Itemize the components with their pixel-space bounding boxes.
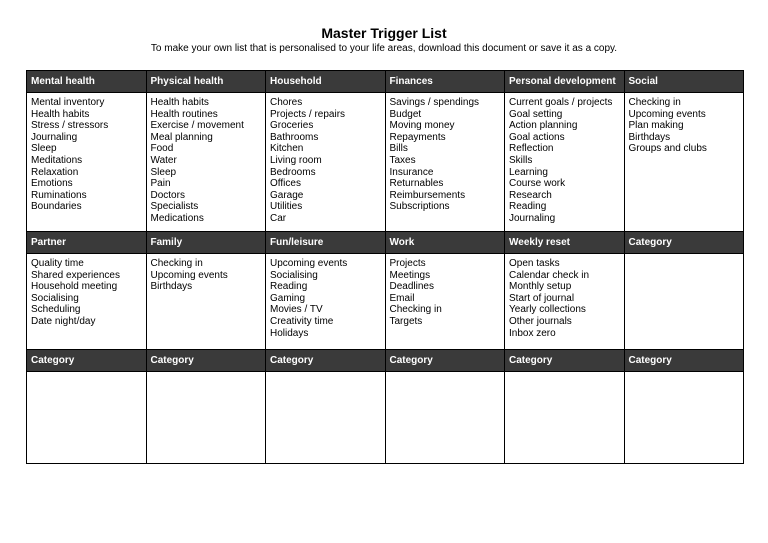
trigger-item: Yearly collections (509, 304, 586, 316)
category-cell (505, 254, 625, 350)
category-header: Family (146, 232, 266, 254)
category-cell (505, 372, 625, 464)
trigger-item: Insurance (389, 166, 434, 178)
category-items-row (27, 254, 744, 350)
trigger-item: Projects / repairs (270, 108, 346, 120)
trigger-item: Mental inventory (31, 97, 105, 108)
trigger-list (151, 258, 262, 293)
trigger-list (151, 97, 262, 225)
trigger-item: Open tasks (509, 258, 560, 269)
trigger-item: Household meeting (31, 281, 118, 293)
trigger-item: Reimbursements (389, 189, 466, 201)
category-header: Household (266, 71, 386, 93)
category-header: Category (266, 350, 386, 372)
category-cell (146, 372, 266, 464)
trigger-item: Groups and clubs (628, 143, 707, 155)
trigger-item: Learning (509, 166, 548, 178)
category-cell (266, 254, 386, 350)
category-cell (385, 372, 505, 464)
category-header: Category (624, 350, 744, 372)
trigger-item: Socialising (31, 292, 79, 304)
trigger-item: Subscriptions (389, 201, 450, 213)
trigger-item: Offices (270, 178, 301, 190)
trigger-item: Kitchen (270, 143, 304, 155)
trigger-list (31, 258, 142, 328)
category-header-row (27, 71, 744, 93)
trigger-item: Scheduling (31, 304, 81, 316)
trigger-item: Health habits (150, 97, 209, 108)
trigger-item: Deadlines (389, 281, 434, 293)
category-header-row (27, 350, 744, 372)
category-header: Category (505, 350, 625, 372)
trigger-item: Quality time (31, 258, 84, 269)
document-title: Master Trigger List (321, 25, 447, 41)
trigger-item: Car (270, 212, 287, 224)
trigger-item: Monthly setup (509, 281, 572, 293)
trigger-item: Sleep (150, 166, 177, 178)
trigger-list (629, 97, 740, 155)
trigger-item: Journaling (509, 212, 556, 224)
trigger-item: Birthdays (628, 131, 671, 143)
category-header: Personal development (505, 71, 625, 93)
trigger-item: Reading (509, 201, 547, 213)
category-cell (27, 372, 147, 464)
trigger-item: Meal planning (150, 131, 213, 143)
category-cell (385, 93, 505, 232)
trigger-item: Food (150, 143, 174, 155)
trigger-item: Health routines (150, 108, 218, 120)
category-cell (27, 93, 147, 232)
trigger-list (390, 258, 501, 328)
trigger-item: Research (509, 189, 552, 201)
category-cell (385, 254, 505, 350)
category-header-row (27, 232, 744, 254)
category-header: Finances (385, 71, 505, 93)
trigger-item: Upcoming events (150, 269, 228, 281)
trigger-item: Date night/day (31, 315, 96, 327)
trigger-item: Goal setting (509, 108, 563, 120)
trigger-item: Socialising (270, 269, 318, 281)
category-header: Partner (27, 232, 147, 254)
trigger-item: Reading (270, 281, 308, 293)
category-header: Social (624, 71, 744, 93)
trigger-item: Utilities (270, 201, 303, 213)
trigger-item: Savings / spendings (389, 97, 480, 108)
trigger-item: Budget (389, 108, 422, 120)
trigger-item: Health habits (31, 108, 90, 120)
trigger-item: Taxes (389, 154, 416, 166)
category-header: Fun/leisure (266, 232, 386, 254)
trigger-item: Other journals (509, 315, 572, 327)
trigger-item: Sleep (31, 143, 57, 155)
trigger-item: Chores (270, 97, 303, 108)
trigger-item: Projects (389, 258, 426, 269)
trigger-item: Stress / stressors (31, 120, 109, 132)
trigger-list (509, 97, 620, 225)
trigger-item: Creativity time (270, 315, 334, 327)
trigger-item: Movies / TV (270, 304, 323, 316)
trigger-item: Emotions (31, 178, 73, 190)
trigger-item: Upcoming events (628, 108, 706, 120)
category-cell (146, 254, 266, 350)
trigger-item: Doctors (150, 189, 185, 201)
trigger-item: Moving money (389, 120, 455, 132)
trigger-list (509, 258, 620, 339)
category-header: Work (385, 232, 505, 254)
category-items-row (27, 372, 744, 464)
trigger-item: Plan making (628, 120, 684, 132)
category-header: Category (624, 232, 744, 254)
trigger-item: Birthdays (150, 281, 193, 293)
trigger-item: Checking in (150, 258, 203, 269)
trigger-item: Living room (270, 154, 322, 166)
trigger-item: Ruminations (31, 189, 87, 201)
trigger-item: Journaling (31, 131, 78, 143)
trigger-item: Action planning (509, 120, 578, 132)
category-cell (27, 254, 147, 350)
category-cell (624, 93, 744, 232)
trigger-item: Bedrooms (270, 166, 316, 178)
trigger-item: Inbox zero (509, 327, 556, 339)
trigger-item: Groceries (270, 120, 314, 132)
trigger-item: Checking in (389, 304, 442, 316)
trigger-item: Holidays (270, 327, 309, 339)
category-cell (505, 93, 625, 232)
trigger-item: Targets (389, 315, 423, 327)
category-header: Mental health (27, 71, 147, 93)
category-header: Physical health (146, 71, 266, 93)
category-header: Weekly reset (505, 232, 625, 254)
trigger-item: Course work (509, 178, 566, 190)
trigger-item: Current goals / projects (509, 97, 613, 108)
trigger-item: Calendar check in (509, 269, 590, 281)
trigger-item: Specialists (150, 201, 199, 213)
trigger-item: Email (389, 292, 415, 304)
trigger-item: Pain (150, 178, 171, 190)
trigger-item: Bathrooms (270, 131, 319, 143)
category-cell (266, 372, 386, 464)
trigger-item: Boundaries (31, 201, 82, 213)
category-cell (624, 254, 744, 350)
trigger-item: Meetings (389, 269, 431, 281)
trigger-item: Meditations (31, 154, 83, 166)
trigger-item: Garage (270, 189, 304, 201)
trigger-item: Medications (150, 212, 204, 224)
trigger-list (31, 97, 142, 213)
category-header: Category (146, 350, 266, 372)
trigger-item: Gaming (270, 292, 306, 304)
trigger-item: Start of journal (509, 292, 575, 304)
trigger-item: Skills (509, 154, 533, 166)
document-subtitle: To make your own list that is personalised to your life areas, download this document or save it as a copy. (150, 43, 618, 54)
category-items-row (27, 93, 744, 232)
trigger-item: Goal actions (509, 131, 565, 143)
category-header: Category (385, 350, 505, 372)
trigger-item: Upcoming events (270, 258, 348, 269)
category-header: Category (27, 350, 147, 372)
trigger-item: Returnables (389, 178, 444, 190)
trigger-item: Shared experiences (31, 269, 120, 281)
trigger-item: Bills (389, 143, 408, 155)
trigger-item: Checking in (628, 97, 681, 108)
category-cell (266, 93, 386, 232)
trigger-item: Reflection (509, 143, 554, 155)
trigger-list (270, 97, 381, 225)
trigger-list (270, 258, 381, 339)
category-cell (146, 93, 266, 232)
trigger-item: Relaxation (31, 166, 79, 178)
trigger-list (390, 97, 501, 213)
trigger-item: Water (150, 154, 177, 166)
trigger-list-table (26, 70, 744, 464)
trigger-item: Exercise / movement (150, 120, 244, 132)
category-cell (624, 372, 744, 464)
trigger-item: Repayments (389, 131, 446, 143)
